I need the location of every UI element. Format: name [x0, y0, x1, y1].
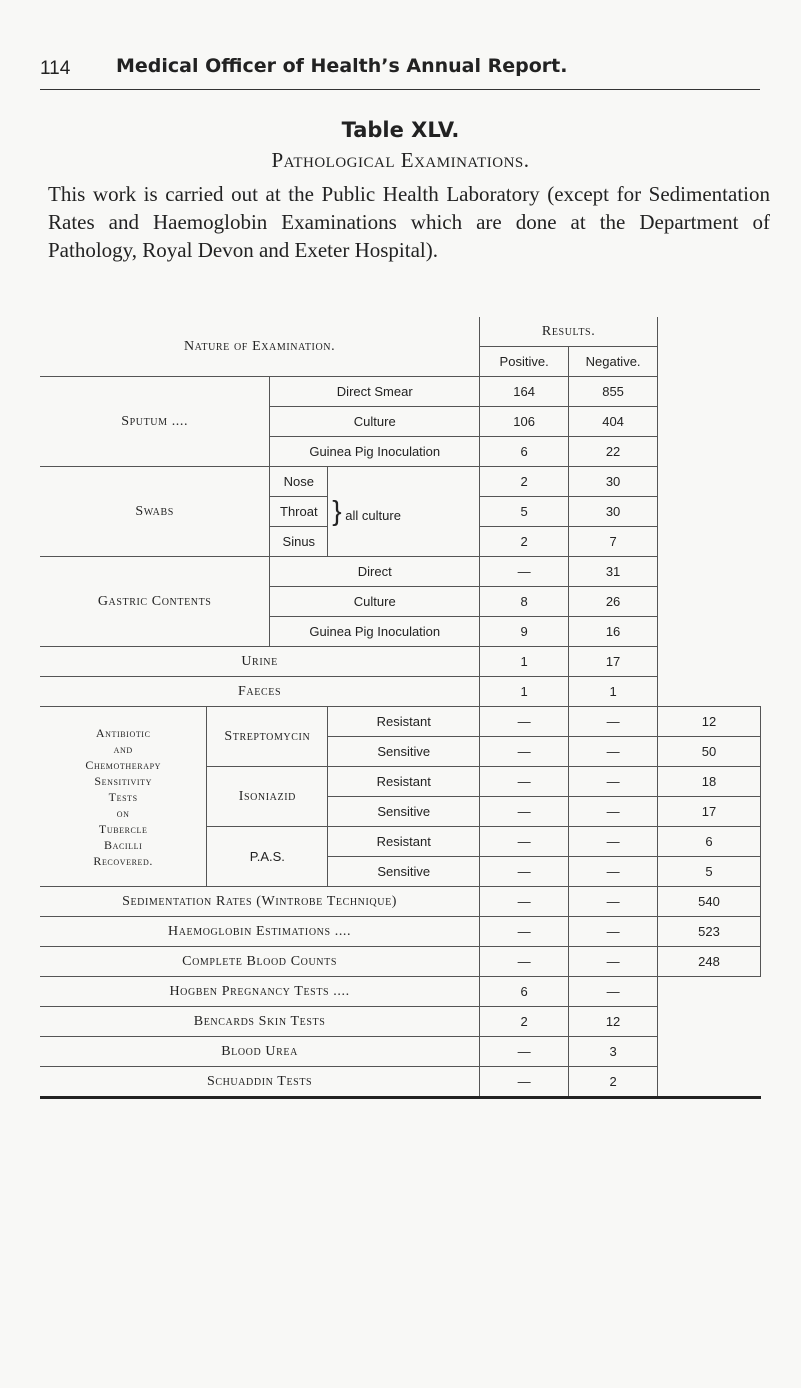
table-row	[40, 1007, 761, 1037]
drug-label: Isoniazid	[207, 767, 328, 827]
positive-value: 1	[480, 647, 569, 677]
total-value: 540	[658, 887, 761, 917]
table-row	[40, 677, 761, 707]
negative-value: —	[569, 737, 658, 767]
negative-value: —	[569, 917, 658, 947]
drug-label: P.A.S.	[207, 827, 328, 887]
table-row	[40, 977, 761, 1007]
antibiotic-label-line: Tubercle	[98, 821, 148, 836]
exam-label: Culture	[270, 407, 480, 437]
positive-value: 6	[480, 437, 569, 467]
positive-value: 9	[480, 617, 569, 647]
table-row	[40, 1037, 761, 1067]
result-label: Resistant	[328, 827, 480, 857]
negative-value: 2	[569, 1067, 658, 1098]
sputum-label: Sputum ....	[40, 377, 270, 467]
urine-label: Urine	[40, 647, 480, 677]
antibiotic-label-line: Bacilli	[103, 837, 143, 852]
other-label: Sedimentation Rates (Wintrobe Technique)	[40, 887, 480, 917]
positive-value: —	[480, 857, 569, 887]
positive-value: —	[480, 737, 569, 767]
positive-value: —	[480, 767, 569, 797]
swabs-note-label: all culture	[345, 507, 401, 523]
negative-value: 404	[569, 407, 658, 437]
other-label: Schuaddin Tests	[40, 1067, 480, 1098]
negative-value: —	[569, 707, 658, 737]
positive-value: 2	[480, 467, 569, 497]
table-row	[40, 647, 761, 677]
antibiotic-label-line: Chemotherapy	[85, 757, 161, 772]
positive-value: 164	[480, 377, 569, 407]
total-value: 12	[658, 707, 761, 737]
table-row	[40, 917, 761, 947]
other-label: Haemoglobin Estimations ....	[40, 917, 480, 947]
swabs-label: Swabs	[40, 467, 270, 557]
total-value: 248	[658, 947, 761, 977]
positive-value: —	[480, 887, 569, 917]
negative-value: 16	[569, 617, 658, 647]
negative-value: —	[569, 887, 658, 917]
faeces-label: Faeces	[40, 677, 480, 707]
total-value: 50	[658, 737, 761, 767]
table-subtitle: Pathological Examinations.	[271, 148, 530, 172]
table-row	[40, 1067, 761, 1098]
positive-value: —	[480, 557, 569, 587]
negative-value: 3	[569, 1037, 658, 1067]
table-title: Table XLV.	[341, 118, 460, 142]
negative-value: 1	[569, 677, 658, 707]
table-row	[40, 557, 761, 587]
table-row	[40, 707, 761, 737]
total-value: 523	[658, 917, 761, 947]
total-value: 17	[658, 797, 761, 827]
positive-value: 2	[480, 527, 569, 557]
header-row-1	[40, 317, 761, 347]
results-header: Results.	[480, 317, 658, 347]
positive-value: 2	[480, 1007, 569, 1037]
other-label: Hogben Pregnancy Tests ....	[40, 977, 480, 1007]
result-label: Sensitive	[328, 857, 480, 887]
table-row	[40, 377, 761, 407]
negative-value: 26	[569, 587, 658, 617]
antibiotic-label-line: Sensitivity	[94, 773, 153, 788]
page-number: 114	[40, 58, 71, 79]
negative-value: —	[569, 767, 658, 797]
brace-icon: }	[332, 494, 342, 526]
other-label: Complete Blood Counts	[40, 947, 480, 977]
positive-value: —	[480, 827, 569, 857]
intro-paragraph: This work is carried out at the Public Health Laboratory (except for Sedimentation Rates and Haemoglobin Examinations which are done at the Department of Pathology, Royal Devon and Exeter Hospital).	[48, 182, 770, 262]
exam-label: Culture	[270, 587, 480, 617]
examinations-table	[40, 317, 761, 1099]
positive-value: 8	[480, 587, 569, 617]
antibiotic-label-line: Recovered.	[93, 853, 154, 868]
positive-value: 5	[480, 497, 569, 527]
running-title: Medical Officer of Health’s Annual Report.	[116, 55, 568, 77]
drug-label: Streptomycin	[207, 707, 328, 767]
other-label: Bencards Skin Tests	[40, 1007, 480, 1037]
positive-value: 1	[480, 677, 569, 707]
nature-header: Nature of Examination.	[40, 317, 480, 377]
total-value: 18	[658, 767, 761, 797]
exam-label: Throat	[270, 497, 328, 527]
positive-value: —	[480, 1067, 569, 1098]
negative-value: 30	[569, 467, 658, 497]
result-label: Resistant	[328, 707, 480, 737]
gastric-label: Gastric Contents	[40, 557, 270, 647]
positive-value: —	[480, 917, 569, 947]
positive-header: Positive.	[480, 347, 569, 377]
antibiotic-label-line: and	[113, 741, 133, 756]
positive-value: —	[480, 1037, 569, 1067]
total-value: 5	[658, 857, 761, 887]
exam-label: Guinea Pig Inoculation	[270, 437, 480, 467]
table-row	[40, 887, 761, 917]
negative-value: —	[569, 947, 658, 977]
negative-value: 30	[569, 497, 658, 527]
swabs-note	[328, 467, 480, 557]
positive-value: —	[480, 797, 569, 827]
exam-label: Direct Smear	[270, 377, 480, 407]
antibiotic-label-line: on	[116, 805, 130, 820]
antibiotic-label	[40, 707, 207, 887]
negative-value: 17	[569, 647, 658, 677]
result-label: Resistant	[328, 767, 480, 797]
table-row	[40, 947, 761, 977]
antibiotic-label-line: Tests	[108, 789, 138, 804]
positive-value: —	[480, 707, 569, 737]
positive-value: 6	[480, 977, 569, 1007]
negative-value: —	[569, 977, 658, 1007]
antibiotic-label-line: Antibiotic	[95, 725, 151, 740]
exam-label: Sinus	[270, 527, 328, 557]
header-rule	[40, 89, 760, 90]
negative-header: Negative.	[569, 347, 658, 377]
positive-value: —	[480, 947, 569, 977]
negative-value: —	[569, 797, 658, 827]
page-header	[40, 55, 761, 86]
negative-value: 12	[569, 1007, 658, 1037]
other-label: Blood Urea	[40, 1037, 480, 1067]
negative-value: —	[569, 857, 658, 887]
total-value: 6	[658, 827, 761, 857]
negative-value: —	[569, 827, 658, 857]
negative-value: 855	[569, 377, 658, 407]
exam-label: Guinea Pig Inoculation	[270, 617, 480, 647]
result-label: Sensitive	[328, 797, 480, 827]
exam-label: Direct	[270, 557, 480, 587]
negative-value: 22	[569, 437, 658, 467]
result-label: Sensitive	[328, 737, 480, 767]
exam-label: Nose	[270, 467, 328, 497]
negative-value: 31	[569, 557, 658, 587]
negative-value: 7	[569, 527, 658, 557]
table-row	[40, 467, 761, 497]
positive-value: 106	[480, 407, 569, 437]
